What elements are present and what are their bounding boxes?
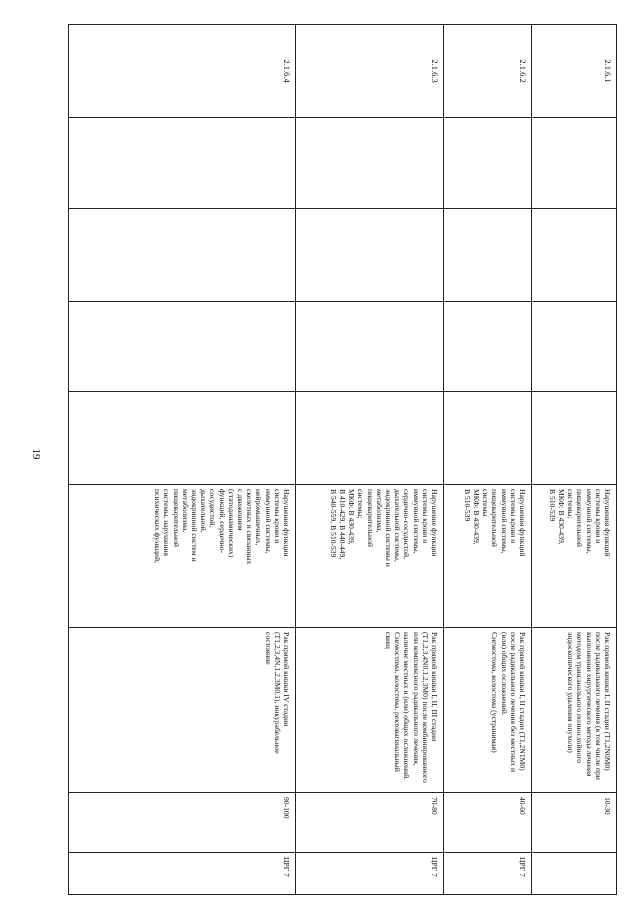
row-code: 2.1.6.4 [69,25,296,118]
table-row [444,25,532,895]
cpg-cell [532,853,617,895]
impairment-cell: Нарушения функции системы крови и иммунной системы, нейромышечных, скелетных и связанных с движением (статодинамических) функций, сердечно- сосудистой, дыхательной, эндокринной систем и метаболизма, пищеварительной системы, нарушения психических функций; [69,485,296,628]
empty-cell [296,392,444,485]
description-cell: Рак прямой кишки I, II стадии (T1,2N0M0) после радикального лечения (в том числе при выполнении хирургического метода лечения методом трансанального полнослойного эндоскопического удаления опухоли) [532,628,617,793]
description-cell: Рак прямой кишки I, II стадии (T1,2N1M0) после радикального лечения без местных и (или) общих осложнений. Сигмостома, колостома (устранимая) [444,628,532,793]
empty-cell [532,118,617,209]
cpg-cell: ЦРГ 7 [444,853,532,895]
empty-cell [69,392,296,485]
empty-cell [296,209,444,302]
table-row [296,25,444,895]
empty-cell [444,118,532,209]
rotated-table-wrapper [69,24,617,894]
description-cell: Рак прямой кишки I, II, III стадии (T1,2,3,4N0,1,2,3M0) после комбинированного или комплексного радикального лечения, наличие местных и (или) общих осложнений. Сигмостома, колостома, ректовагинальный свищ [296,628,444,793]
page-number: 19 [30,448,42,460]
empty-cell [69,118,296,209]
table-row [69,25,296,895]
description-cell: Рак прямой кишки IV стадии (T1,2,3,4N,1,2,3M0,1), инкурабельное состояние [69,628,296,793]
table-row [532,25,617,895]
percent-cell: 70-80 [296,793,444,853]
empty-cell [69,302,296,392]
empty-cell [532,392,617,485]
percent-cell: 10-30 [532,793,617,853]
empty-cell [444,302,532,392]
percent-cell: 90-100 [69,793,296,853]
cpg-cell: ЦРГ 7 [296,853,444,895]
empty-cell [444,392,532,485]
empty-cell [532,209,617,302]
impairment-cell: Нарушение функции системы крови и иммунной системы, сердечно-сосудистой, дыхательной системы, эндокринной системы и метаболизма, пищеварительной системы; МКФ: В 430-439, В 410-429, В 440-449, В 540-559, В 510-539 [296,485,444,628]
empty-cell [296,118,444,209]
criteria-table [68,24,617,895]
empty-cell [69,209,296,302]
row-code: 2.1.6.3 [296,25,444,118]
row-code: 2.1.6.2 [444,25,532,118]
cpg-cell: ЦРГ 7 [69,853,296,895]
impairment-cell: Нарушения функций системы крови и иммунной системы, пищеварительной системы; МКФ: В 430-439, В 510-539 [532,485,617,628]
row-code: 2.1.6.1 [532,25,617,118]
empty-cell [296,302,444,392]
empty-cell [532,302,617,392]
empty-cell [444,209,532,302]
impairment-cell: Нарушения функций системы крови и иммунной системы, пищеварительной системы МКФ: В 430-439, В 510-539 [444,485,532,628]
percent-cell: 40-60 [444,793,532,853]
